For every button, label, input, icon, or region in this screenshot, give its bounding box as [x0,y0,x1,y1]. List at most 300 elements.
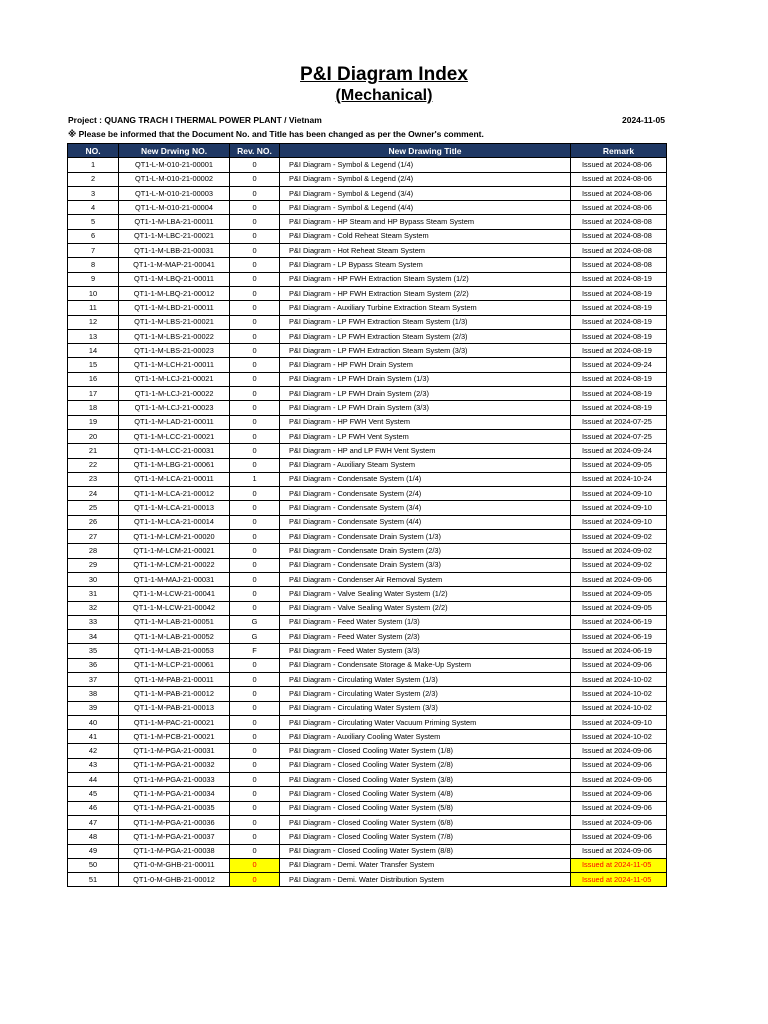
row-rev-cell: 0 [230,158,280,172]
row-title-cell: P&I Diagram - Circulating Water System (1/3) [280,672,571,686]
row-remark-cell: Issued at 2024-09-02 [571,530,667,544]
table-row [68,644,667,658]
row-no-cell: 6 [68,229,119,243]
row-rev-cell: 0 [230,372,280,386]
row-rev-cell: 0 [230,587,280,601]
row-title-cell: P&I Diagram - LP FWH Extraction Steam System (3/3) [280,344,571,358]
row-no-cell: 36 [68,658,119,672]
table-row [68,572,667,586]
row-remark-cell: Issued at 2024-08-06 [571,172,667,186]
row-drawing-no-cell: QT1-1-M-LCA-21-00014 [119,515,230,529]
table-row [68,801,667,815]
row-title-cell: P&I Diagram - Condensate Storage & Make-Up System [280,658,571,672]
row-drawing-no-cell: QT1-1-M-LCW-21-00042 [119,601,230,615]
row-no-cell: 12 [68,315,119,329]
row-no-cell: 44 [68,773,119,787]
row-remark-cell: Issued at 2024-08-19 [571,344,667,358]
row-no-cell: 25 [68,501,119,515]
table-row [68,744,667,758]
row-title-cell: P&I Diagram - LP Bypass Steam System [280,258,571,272]
row-drawing-no-cell: QT1-1-M-LBG-21-00061 [119,458,230,472]
row-no-cell: 45 [68,787,119,801]
row-rev-cell: 0 [230,715,280,729]
row-rev-cell: 0 [230,229,280,243]
row-title-cell: P&I Diagram - Symbol & Legend (2/4) [280,172,571,186]
table-row [68,558,667,572]
row-remark-cell: Issued at 2024-09-06 [571,572,667,586]
row-drawing-no-cell: QT1-1-M-PGA-21-00035 [119,801,230,815]
row-title-cell: P&I Diagram - Closed Cooling Water System (2/8) [280,758,571,772]
row-drawing-no-cell: QT1-1-M-LAB-21-00052 [119,630,230,644]
row-rev-cell: 0 [230,344,280,358]
row-rev-cell: 0 [230,730,280,744]
row-no-cell: 47 [68,815,119,829]
row-no-cell: 15 [68,358,119,372]
row-no-cell: 27 [68,530,119,544]
row-remark-cell: Issued at 2024-09-05 [571,587,667,601]
table-body [68,158,667,887]
row-remark-cell: Issued at 2024-08-19 [571,286,667,300]
row-no-cell: 18 [68,401,119,415]
table-row [68,544,667,558]
row-title-cell: P&I Diagram - LP FWH Drain System (2/3) [280,387,571,401]
row-remark-cell: Issued at 2024-09-06 [571,787,667,801]
row-no-cell: 29 [68,558,119,572]
row-remark-cell: Issued at 2024-07-25 [571,429,667,443]
row-drawing-no-cell: QT1-1-M-PGA-21-00031 [119,744,230,758]
row-remark-cell: Issued at 2024-09-24 [571,444,667,458]
row-remark-cell: Issued at 2024-08-19 [571,401,667,415]
row-remark-cell: Issued at 2024-08-19 [571,301,667,315]
row-rev-cell: 0 [230,672,280,686]
row-title-cell: P&I Diagram - Feed Water System (3/3) [280,644,571,658]
row-rev-cell: 0 [230,601,280,615]
row-title-cell: P&I Diagram - Closed Cooling Water System (6/8) [280,815,571,829]
row-rev-cell: 0 [230,844,280,858]
row-drawing-no-cell: QT1-1-M-LAD-21-00011 [119,415,230,429]
row-no-cell: 34 [68,630,119,644]
row-rev-cell: 1 [230,472,280,486]
row-remark-cell: Issued at 2024-09-05 [571,601,667,615]
row-no-cell: 22 [68,458,119,472]
row-no-cell: 31 [68,587,119,601]
table-header-row [68,144,667,158]
row-title-cell: P&I Diagram - Demi. Water Distribution System [280,873,571,887]
row-drawing-no-cell: QT1-1-M-PAB-21-00012 [119,687,230,701]
row-drawing-no-cell: QT1-1-M-LCA-21-00013 [119,501,230,515]
row-no-cell: 51 [68,873,119,887]
row-no-cell: 48 [68,830,119,844]
row-title-cell: P&I Diagram - Auxiliary Steam System [280,458,571,472]
table-row [68,815,667,829]
row-drawing-no-cell: QT1-1-M-LCH-21-00011 [119,358,230,372]
row-rev-cell: F [230,644,280,658]
row-title-cell: P&I Diagram - Closed Cooling Water System (7/8) [280,830,571,844]
row-drawing-no-cell: QT1-1-M-LBA-21-00011 [119,215,230,229]
row-no-cell: 19 [68,415,119,429]
row-drawing-no-cell: QT1-1-M-LBS-21-00023 [119,344,230,358]
row-rev-cell: 0 [230,172,280,186]
row-rev-cell: G [230,630,280,644]
row-title-cell: P&I Diagram - Symbol & Legend (4/4) [280,201,571,215]
row-title-cell: P&I Diagram - Auxiliary Turbine Extraction Steam System [280,301,571,315]
row-no-cell: 38 [68,687,119,701]
project-line: Project : QUANG TRACH I THERMAL POWER PLANT / Vietnam [68,115,322,125]
row-rev-cell: 0 [230,773,280,787]
row-remark-cell: Issued at 2024-09-06 [571,744,667,758]
row-drawing-no-cell: QT1-1-M-LCA-21-00012 [119,487,230,501]
table-row [68,830,667,844]
row-no-cell: 50 [68,858,119,872]
row-title-cell: P&I Diagram - Closed Cooling Water System (1/8) [280,744,571,758]
table-row [68,429,667,443]
table-row [68,672,667,686]
row-title-cell: P&I Diagram - Auxiliary Cooling Water System [280,730,571,744]
header-rev-no: Rev. NO. [230,144,280,158]
table-row [68,787,667,801]
table-row [68,215,667,229]
row-title-cell: P&I Diagram - LP FWH Vent System [280,429,571,443]
row-drawing-no-cell: QT1-L-M-010-21-00004 [119,201,230,215]
document-title: P&I Diagram Index [300,64,468,85]
row-drawing-no-cell: QT1-1-M-LAB-21-00051 [119,615,230,629]
row-drawing-no-cell: QT1-1-M-MAP-21-00041 [119,258,230,272]
row-no-cell: 42 [68,744,119,758]
row-drawing-no-cell: QT1-1-M-LCM-21-00022 [119,558,230,572]
row-title-cell: P&I Diagram - Closed Cooling Water System (4/8) [280,787,571,801]
row-remark-cell: Issued at 2024-11-05 [571,873,667,887]
row-rev-cell: 0 [230,415,280,429]
table-row [68,444,667,458]
row-rev-cell: 0 [230,858,280,872]
row-rev-cell: 0 [230,215,280,229]
table-row [68,458,667,472]
row-remark-cell: Issued at 2024-09-06 [571,658,667,672]
row-title-cell: P&I Diagram - Condensate System (2/4) [280,487,571,501]
row-no-cell: 40 [68,715,119,729]
row-no-cell: 23 [68,472,119,486]
row-title-cell: P&I Diagram - Closed Cooling Water System (3/8) [280,773,571,787]
row-no-cell: 5 [68,215,119,229]
document-date: 2024-11-05 [621,115,665,125]
row-remark-cell: Issued at 2024-08-08 [571,258,667,272]
row-remark-cell: Issued at 2024-08-08 [571,215,667,229]
table-row [68,472,667,486]
row-title-cell: P&I Diagram - HP FWH Vent System [280,415,571,429]
table-row [68,601,667,615]
row-remark-cell: Issued at 2024-08-19 [571,387,667,401]
row-title-cell: P&I Diagram - Feed Water System (1/3) [280,615,571,629]
row-title-cell: P&I Diagram - HP FWH Extraction Steam System (1/2) [280,272,571,286]
row-drawing-no-cell: QT1-1-M-LCJ-21-00022 [119,387,230,401]
row-title-cell: P&I Diagram - Condensate System (3/4) [280,501,571,515]
row-no-cell: 2 [68,172,119,186]
row-rev-cell: 0 [230,530,280,544]
row-remark-cell: Issued at 2024-09-06 [571,815,667,829]
row-drawing-no-cell: QT1-1-M-LCW-21-00041 [119,587,230,601]
row-remark-cell: Issued at 2024-07-25 [571,415,667,429]
row-title-cell: P&I Diagram - Condensate System (1/4) [280,472,571,486]
row-remark-cell: Issued at 2024-10-02 [571,701,667,715]
row-title-cell: P&I Diagram - Cold Reheat Steam System [280,229,571,243]
row-drawing-no-cell: QT1-1-M-LBC-21-00021 [119,229,230,243]
row-rev-cell: 0 [230,501,280,515]
row-drawing-no-cell: QT1-1-M-PAC-21-00021 [119,715,230,729]
row-title-cell: P&I Diagram - Condenser Air Removal System [280,572,571,586]
table-row [68,186,667,200]
row-drawing-no-cell: QT1-L-M-010-21-00003 [119,186,230,200]
row-remark-cell: Issued at 2024-08-19 [571,272,667,286]
row-drawing-no-cell: QT1-1-M-PGA-21-00034 [119,787,230,801]
row-drawing-no-cell: QT1-1-M-LBS-21-00022 [119,329,230,343]
row-title-cell: P&I Diagram - Closed Cooling Water System (8/8) [280,844,571,858]
row-drawing-no-cell: QT1-L-M-010-21-00001 [119,158,230,172]
row-no-cell: 14 [68,344,119,358]
table-row [68,530,667,544]
row-no-cell: 41 [68,730,119,744]
row-title-cell: P&I Diagram - HP FWH Drain System [280,358,571,372]
row-rev-cell: 0 [230,701,280,715]
row-remark-cell: Issued at 2024-09-02 [571,544,667,558]
row-remark-cell: Issued at 2024-09-10 [571,501,667,515]
row-no-cell: 24 [68,487,119,501]
row-rev-cell: 0 [230,787,280,801]
row-remark-cell: Issued at 2024-10-02 [571,672,667,686]
row-title-cell: P&I Diagram - HP and LP FWH Vent System [280,444,571,458]
row-title-cell: P&I Diagram - LP FWH Drain System (3/3) [280,401,571,415]
row-drawing-no-cell: QT1-0-M-GHB-21-00011 [119,858,230,872]
row-no-cell: 4 [68,201,119,215]
table-row [68,701,667,715]
row-remark-cell: Issued at 2024-09-06 [571,758,667,772]
row-remark-cell: Issued at 2024-08-06 [571,201,667,215]
table-row [68,286,667,300]
row-remark-cell: Issued at 2024-09-06 [571,844,667,858]
row-rev-cell: 0 [230,244,280,258]
row-no-cell: 37 [68,672,119,686]
table-row [68,301,667,315]
row-rev-cell: 0 [230,487,280,501]
row-no-cell: 11 [68,301,119,315]
row-drawing-no-cell: QT1-1-M-LBQ-21-00011 [119,272,230,286]
row-rev-cell: 0 [230,458,280,472]
row-remark-cell: Issued at 2024-09-06 [571,830,667,844]
row-remark-cell: Issued at 2024-09-02 [571,558,667,572]
row-no-cell: 3 [68,186,119,200]
table-row [68,201,667,215]
row-drawing-no-cell: QT1-1-M-LCM-21-00021 [119,544,230,558]
row-remark-cell: Issued at 2024-10-02 [571,730,667,744]
row-rev-cell: 0 [230,444,280,458]
row-title-cell: P&I Diagram - Valve Sealing Water System (1/2) [280,587,571,601]
table-row [68,687,667,701]
row-no-cell: 35 [68,644,119,658]
row-title-cell: P&I Diagram - Circulating Water Vacuum Priming System [280,715,571,729]
row-drawing-no-cell: QT1-1-M-PAB-21-00011 [119,672,230,686]
table-row [68,401,667,415]
row-drawing-no-cell: QT1-L-M-010-21-00002 [119,172,230,186]
header-drawing-title: New Drawing Title [280,144,571,158]
row-rev-cell: 0 [230,558,280,572]
row-rev-cell: 0 [230,315,280,329]
row-rev-cell: 0 [230,758,280,772]
table-row [68,615,667,629]
row-no-cell: 20 [68,429,119,443]
row-rev-cell: 0 [230,429,280,443]
row-remark-cell: Issued at 2024-08-19 [571,329,667,343]
table-row [68,272,667,286]
table-row [68,873,667,887]
row-drawing-no-cell: QT1-1-M-LCC-21-00021 [119,429,230,443]
notice-text: ※ Please be informed that the Document No. and Title has been changed as per the Owner's comment. [68,129,484,139]
row-title-cell: P&I Diagram - Condensate Drain System (3/3) [280,558,571,572]
table-row [68,715,667,729]
row-no-cell: 7 [68,244,119,258]
table-row [68,315,667,329]
row-drawing-no-cell: QT1-1-M-LBD-21-00011 [119,301,230,315]
row-rev-cell: 0 [230,201,280,215]
table-row [68,501,667,515]
row-title-cell: P&I Diagram - Condensate System (4/4) [280,515,571,529]
row-rev-cell: 0 [230,687,280,701]
row-drawing-no-cell: QT1-1-M-PGA-21-00036 [119,815,230,829]
row-rev-cell: 0 [230,272,280,286]
row-no-cell: 43 [68,758,119,772]
table-row [68,487,667,501]
row-remark-cell: Issued at 2024-10-02 [571,687,667,701]
table-row [68,587,667,601]
row-no-cell: 1 [68,158,119,172]
row-rev-cell: 0 [230,801,280,815]
row-remark-cell: Issued at 2024-08-08 [571,244,667,258]
row-remark-cell: Issued at 2024-06-19 [571,644,667,658]
table-row [68,344,667,358]
row-rev-cell: 0 [230,515,280,529]
row-drawing-no-cell: QT1-1-M-PGA-21-00037 [119,830,230,844]
row-rev-cell: 0 [230,286,280,300]
row-remark-cell: Issued at 2024-11-05 [571,858,667,872]
table-row [68,387,667,401]
row-remark-cell: Issued at 2024-08-19 [571,315,667,329]
row-remark-cell: Issued at 2024-09-10 [571,487,667,501]
table-row [68,730,667,744]
row-no-cell: 13 [68,329,119,343]
row-title-cell: P&I Diagram - Closed Cooling Water System (5/8) [280,801,571,815]
table-row [68,372,667,386]
row-title-cell: P&I Diagram - HP FWH Extraction Steam System (2/2) [280,286,571,300]
header-remark: Remark [571,144,667,158]
table-row [68,258,667,272]
table-row [68,658,667,672]
row-no-cell: 28 [68,544,119,558]
table-row [68,858,667,872]
table-row [68,773,667,787]
row-remark-cell: Issued at 2024-09-10 [571,715,667,729]
row-rev-cell: 0 [230,387,280,401]
row-rev-cell: 0 [230,258,280,272]
document-subtitle: (Mechanical) [335,87,433,104]
row-drawing-no-cell: QT1-1-M-LCJ-21-00023 [119,401,230,415]
row-remark-cell: Issued at 2024-08-19 [571,372,667,386]
table-row [68,172,667,186]
row-drawing-no-cell: QT1-1-M-LCM-21-00020 [119,530,230,544]
row-rev-cell: 0 [230,544,280,558]
row-no-cell: 39 [68,701,119,715]
row-remark-cell: Issued at 2024-08-06 [571,186,667,200]
row-no-cell: 9 [68,272,119,286]
row-no-cell: 30 [68,572,119,586]
row-drawing-no-cell: QT1-1-M-PGA-21-00033 [119,773,230,787]
row-title-cell: P&I Diagram - Symbol & Legend (1/4) [280,158,571,172]
row-title-cell: P&I Diagram - LP FWH Extraction Steam System (1/3) [280,315,571,329]
row-rev-cell: 0 [230,329,280,343]
row-drawing-no-cell: QT1-1-M-PAB-21-00013 [119,701,230,715]
row-title-cell: P&I Diagram - Circulating Water System (2/3) [280,687,571,701]
header-drawing-no: New Drwing NO. [119,144,230,158]
table-row [68,415,667,429]
row-remark-cell: Issued at 2024-09-10 [571,515,667,529]
row-rev-cell: G [230,615,280,629]
row-drawing-no-cell: QT1-1-M-LBB-21-00031 [119,244,230,258]
row-title-cell: P&I Diagram - HP Steam and HP Bypass Steam System [280,215,571,229]
row-no-cell: 26 [68,515,119,529]
row-no-cell: 17 [68,387,119,401]
row-drawing-no-cell: QT1-1-M-LCJ-21-00021 [119,372,230,386]
table-row [68,329,667,343]
row-title-cell: P&I Diagram - Circulating Water System (3/3) [280,701,571,715]
row-remark-cell: Issued at 2024-06-19 [571,630,667,644]
row-drawing-no-cell: QT1-1-M-LBQ-21-00012 [119,286,230,300]
table-row [68,229,667,243]
row-no-cell: 49 [68,844,119,858]
row-no-cell: 21 [68,444,119,458]
row-drawing-no-cell: QT1-1-M-LCA-21-00011 [119,472,230,486]
row-title-cell: P&I Diagram - Symbol & Legend (3/4) [280,186,571,200]
row-remark-cell: Issued at 2024-10-24 [571,472,667,486]
row-drawing-no-cell: QT1-1-M-PCB-21-00021 [119,730,230,744]
row-rev-cell: 0 [230,358,280,372]
row-rev-cell: 0 [230,186,280,200]
table-row [68,630,667,644]
row-rev-cell: 0 [230,658,280,672]
row-no-cell: 32 [68,601,119,615]
row-drawing-no-cell: QT1-1-M-LAB-21-00053 [119,644,230,658]
row-rev-cell: 0 [230,830,280,844]
row-title-cell: P&I Diagram - Condensate Drain System (1/3) [280,530,571,544]
row-title-cell: P&I Diagram - Demi. Water Transfer System [280,858,571,872]
row-no-cell: 10 [68,286,119,300]
row-remark-cell: Issued at 2024-09-06 [571,773,667,787]
row-drawing-no-cell: QT1-1-M-LCC-21-00031 [119,444,230,458]
table-row [68,844,667,858]
table-row [68,758,667,772]
row-title-cell: P&I Diagram - LP FWH Extraction Steam System (2/3) [280,329,571,343]
row-title-cell: P&I Diagram - Feed Water System (2/3) [280,630,571,644]
row-remark-cell: Issued at 2024-09-06 [571,801,667,815]
row-remark-cell: Issued at 2024-09-05 [571,458,667,472]
row-drawing-no-cell: QT1-1-M-LBS-21-00021 [119,315,230,329]
row-rev-cell: 0 [230,572,280,586]
row-drawing-no-cell: QT1-0-M-GHB-21-00012 [119,873,230,887]
table-row [68,158,667,172]
row-remark-cell: Issued at 2024-08-08 [571,229,667,243]
table-row [68,244,667,258]
row-rev-cell: 0 [230,815,280,829]
table-row [68,358,667,372]
row-rev-cell: 0 [230,873,280,887]
row-drawing-no-cell: QT1-1-M-MAJ-21-00031 [119,572,230,586]
row-title-cell: P&I Diagram - LP FWH Drain System (1/3) [280,372,571,386]
